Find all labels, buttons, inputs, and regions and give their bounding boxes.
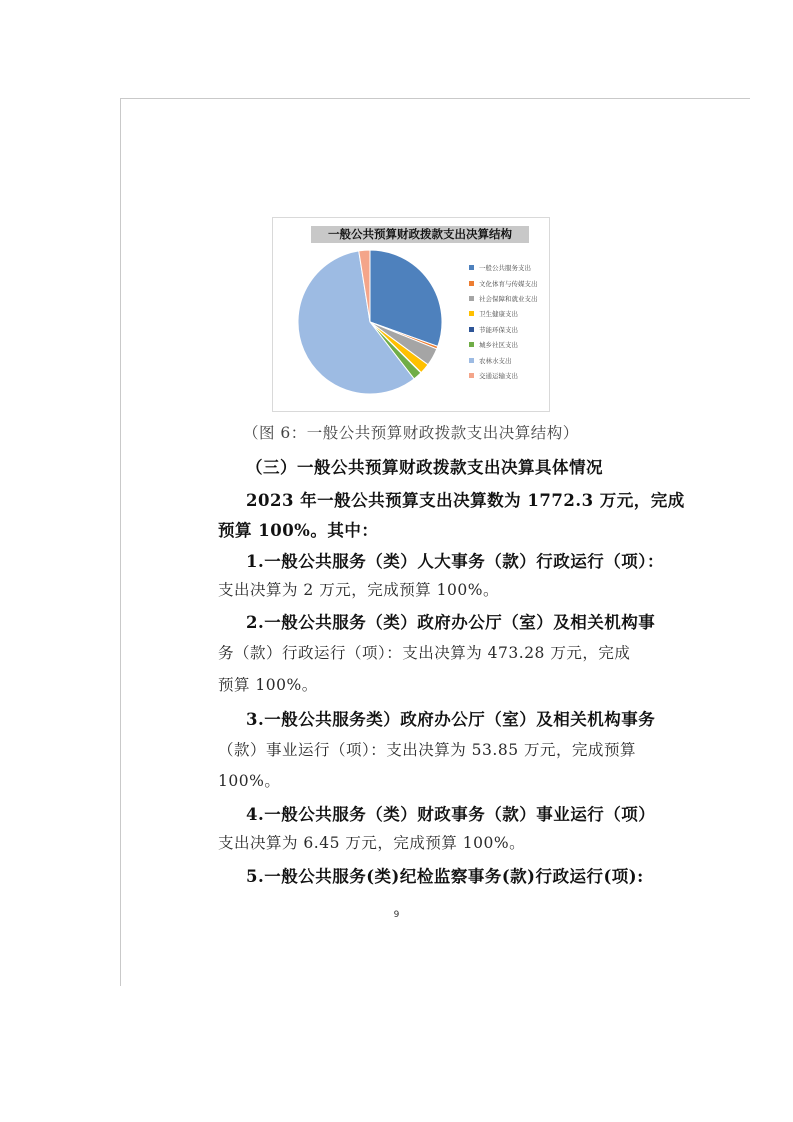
paragraph-line: 务（款）行政运行（项）：支出决算为 473.28 万元，完成: [218, 644, 631, 662]
legend-swatch: [469, 373, 474, 378]
page-number: 9: [393, 910, 400, 920]
page-left-rule: [120, 98, 121, 986]
paragraph-line: 4.一般公共服务（类）财政事务（款）事业运行（项）: [246, 805, 656, 824]
legend-label: 城乡社区支出: [479, 341, 518, 350]
paragraph-line: 2.一般公共服务（类）政府办公厅（室）及相关机构事: [246, 613, 656, 632]
legend-item-urban-rural-community: [469, 337, 538, 352]
paragraph-line: 预算 100%。其中：: [218, 521, 379, 540]
paragraph-line: 100%。: [218, 772, 281, 790]
legend-item-health: [469, 306, 538, 321]
legend-label: 交通运输支出: [479, 371, 518, 380]
legend-label: 文化体育与传媒支出: [479, 279, 538, 288]
legend-swatch: [469, 311, 474, 316]
legend-item-energy-conservation: [469, 322, 538, 337]
legend-swatch: [469, 358, 474, 363]
legend-label: 一般公共服务支出: [479, 264, 531, 273]
paragraph-line: 支出决算为 2 万元，完成预算 100%。: [218, 581, 499, 599]
legend-item-general-public-services: [469, 260, 538, 275]
legend-label: 农林水支出: [479, 356, 512, 365]
pie-chart: [272, 217, 550, 412]
paragraph-line: 支出决算为 6.45 万元，完成预算 100%。: [218, 834, 526, 852]
paragraph-line: 1.一般公共服务（类）人大事务（款）行政运行（项）：: [246, 552, 664, 571]
paragraph-line: 2023 年一般公共预算支出决算数为 1772.3 万元，完成: [246, 491, 685, 510]
legend-swatch: [469, 265, 474, 270]
legend-item-culture-sports-media: [469, 275, 538, 290]
legend-label: 卫生健康支出: [479, 310, 518, 319]
legend-label: 社会保障和就业支出: [479, 294, 538, 303]
chart-title: 一般公共预算财政拨款支出决算结构: [311, 226, 529, 243]
legend-swatch: [469, 296, 474, 301]
legend-swatch: [469, 281, 474, 286]
page-top-rule: [120, 98, 750, 99]
legend-swatch: [469, 342, 474, 347]
legend-swatch: [469, 327, 474, 332]
chart-legend: [469, 260, 538, 383]
figure-caption: （图 6：一般公共预算财政拨款支出决算结构）: [243, 424, 579, 442]
legend-item-social-security-employment: [469, 291, 538, 306]
legend-item-transportation: [469, 368, 538, 383]
legend-label: 节能环保支出: [479, 325, 518, 334]
paragraph-line: 3.一般公共服务类）政府办公厅（室）及相关机构事务: [246, 710, 656, 729]
paragraph-line: （款）事业运行（项）：支出决算为 53.85 万元，完成预算: [218, 741, 636, 759]
paragraph-line: 5.一般公共服务(类)纪检监察事务(款)行政运行(项):: [246, 867, 644, 886]
legend-item-agriculture-forestry-water: [469, 352, 538, 367]
section-heading: （三）一般公共预算财政拨款支出决算具体情况: [246, 458, 603, 477]
paragraph-line: 预算 100%。: [218, 676, 318, 694]
